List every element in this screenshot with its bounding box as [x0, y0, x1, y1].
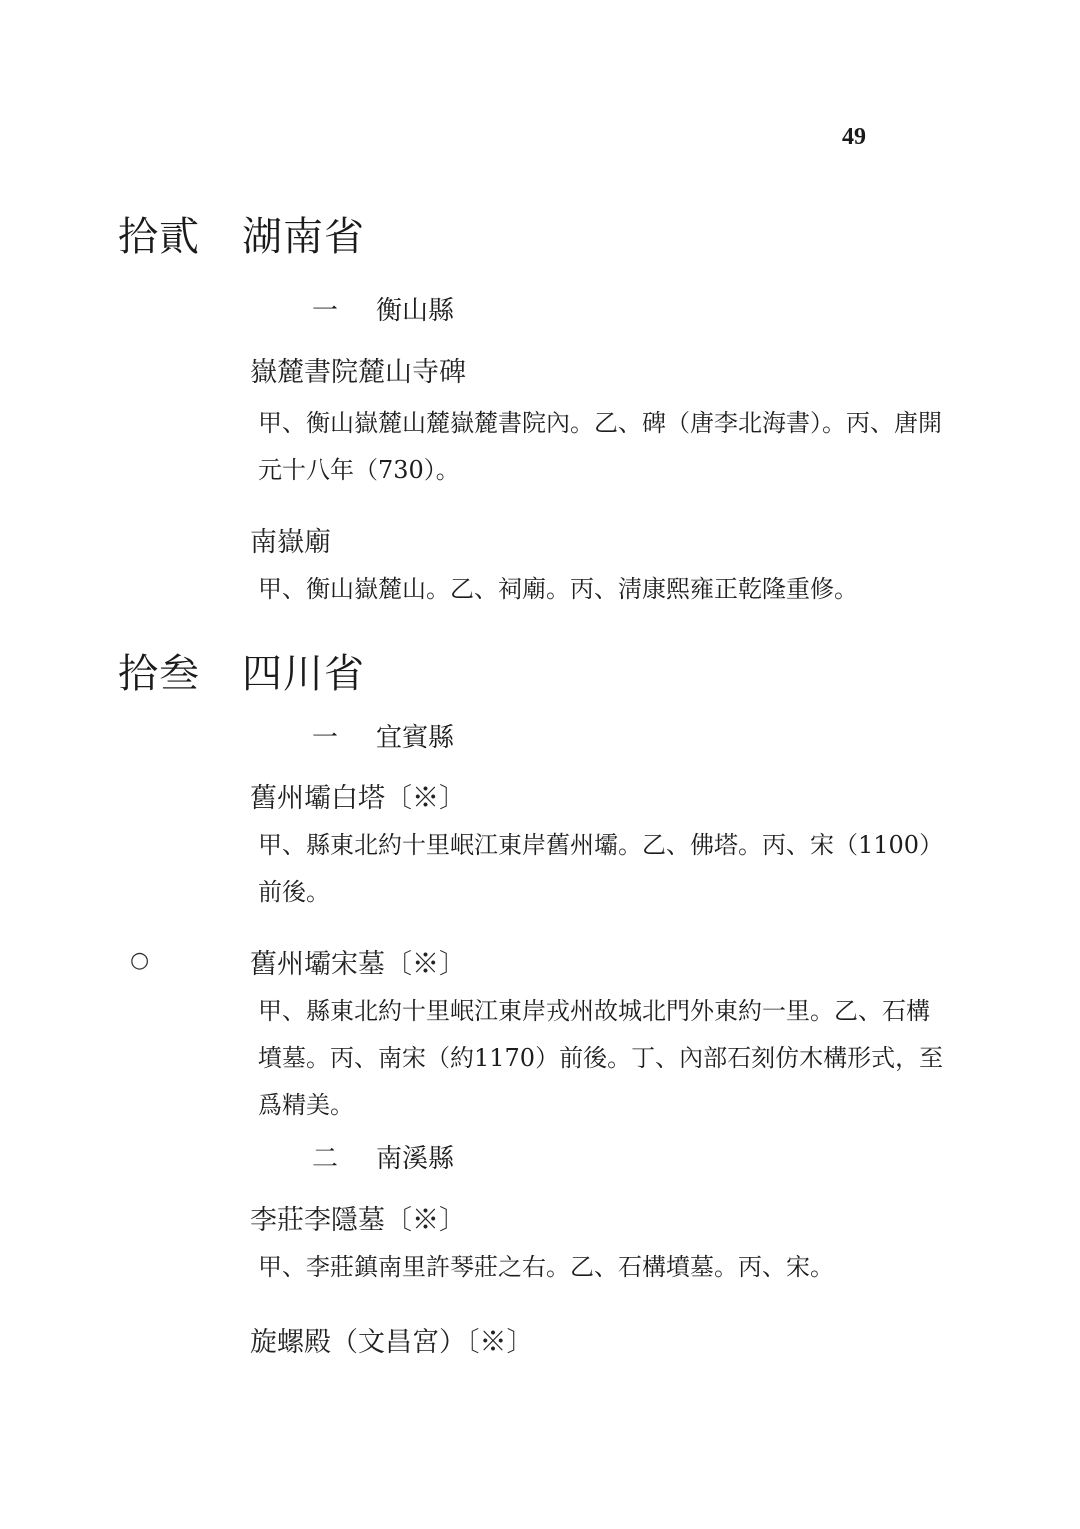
county-number: 一 [312, 296, 339, 326]
site-description: 甲、衡山嶽麓山麓嶽麓書院內。乙、碑（唐李北海書）。丙、唐開元十八年（730）。 [258, 409, 942, 484]
site-title: 嶽麓書院麓山寺碑 [250, 357, 466, 388]
county-number: 二 [312, 1144, 339, 1174]
province-heading-sichuan [118, 642, 365, 699]
county-number: 一 [312, 723, 339, 753]
site-title: 舊州壩宋墓〔※〕 [250, 949, 466, 980]
county-heading-hengshan [312, 290, 454, 327]
county-heading-nanxi [312, 1138, 454, 1175]
site-title: 李莊李隱墓〔※〕 [250, 1205, 466, 1236]
county-name: 衡山縣 [376, 296, 455, 326]
site-title: 旋螺殿（文昌宮）〔※〕 [250, 1327, 534, 1358]
province-name: 湖南省 [242, 214, 365, 260]
site-description: 甲、衡山嶽麓山。乙、祠廟。丙、淸康熙雍正乾隆重修。 [258, 575, 858, 603]
province-heading-hunan [118, 205, 365, 262]
county-name: 宜賓縣 [376, 723, 455, 753]
site-description: 甲、縣東北約十里岷江東岸戎州故城北門外東約一里。乙、石構墳墓。丙、南宋（約1170）前後。丁、內部石刻仿木構形式，至爲精美。 [258, 997, 944, 1119]
province-number: 拾叁 [118, 651, 200, 697]
site-title: 南嶽廟 [250, 527, 331, 558]
county-name: 南溪縣 [376, 1144, 455, 1174]
site-title: 舊州壩白塔〔※〕 [250, 783, 466, 814]
site-description: 甲、李莊鎮南里許琴莊之右。乙、石構墳墓。丙、宋。 [258, 1253, 834, 1281]
site-description: 甲、縣東北約十里岷江東岸舊州壩。乙、佛塔。丙、宋（1100）前後。 [258, 831, 944, 906]
page-number: 49 [842, 124, 866, 150]
province-name: 四川省 [242, 651, 365, 697]
province-number: 拾貳 [118, 214, 200, 260]
county-heading-yibin [312, 717, 454, 754]
margin-circle-marker: ○ [130, 948, 150, 973]
